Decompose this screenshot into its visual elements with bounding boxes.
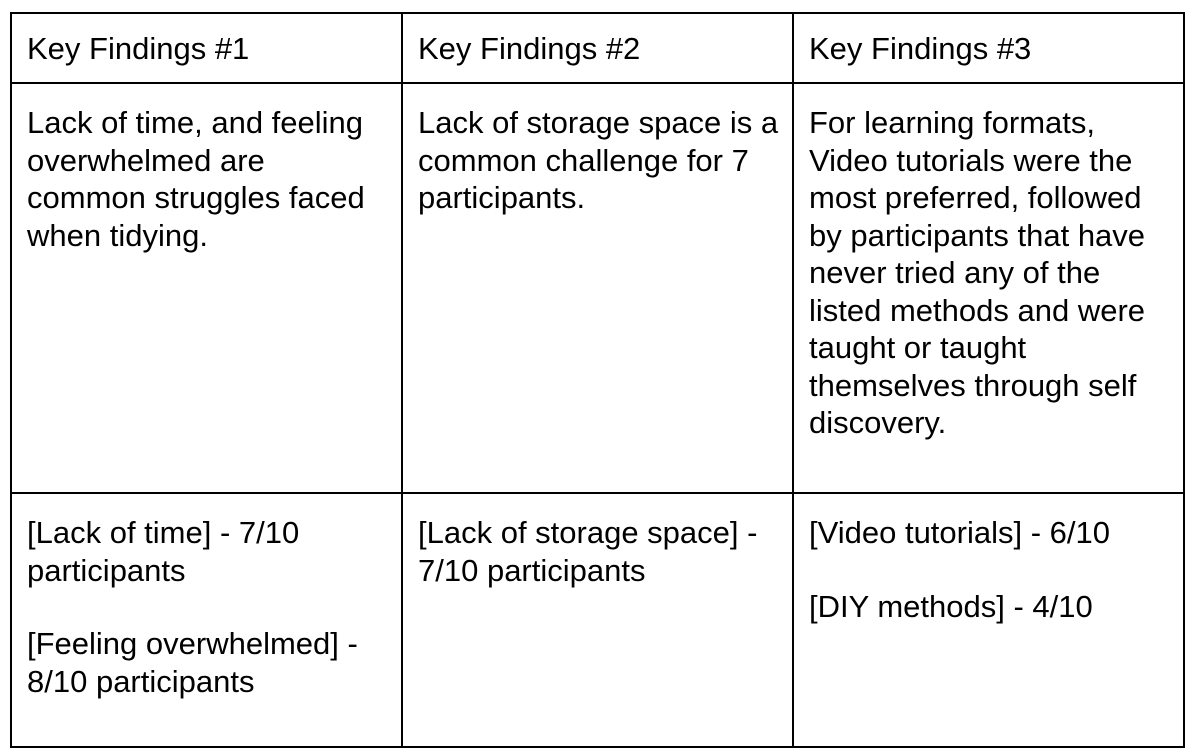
stat-diy-methods: [DIY methods] - 4/10	[809, 588, 1093, 624]
finding-row	[11, 83, 1184, 493]
stat-feeling-overwhelmed: [Feeling overwhelmed] - 8/10 participants	[27, 626, 358, 699]
finding-cell-2	[402, 83, 793, 493]
finding-1-text: Lack of time, and feeling overwhelmed are common struggles faced when tidying.	[27, 105, 365, 253]
stat-video-tutorials: [Video tutorials] - 6/10	[809, 515, 1110, 550]
heading-cell-3	[793, 13, 1184, 83]
key-findings-1-heading: Key Findings #1	[27, 31, 250, 66]
finding-cell-3	[793, 83, 1184, 493]
header-row	[11, 13, 1184, 83]
finding-cell-1	[11, 83, 402, 493]
key-findings-3-heading: Key Findings #3	[809, 31, 1032, 66]
finding-2-text: Lack of storage space is a common challenge for 7 participants.	[418, 105, 779, 215]
stats-cell-2	[402, 493, 793, 747]
stat-lack-of-storage-space: [Lack of storage space] - 7/10 participants	[418, 515, 758, 588]
key-findings-table	[10, 12, 1185, 748]
stats-cell-1	[11, 493, 402, 747]
finding-3-text: For learning formats, Video tutorials were the most preferred, followed by participants that have never tried any of the listed methods and were taught or taught themselves through self discovery.	[809, 105, 1146, 440]
stat-lack-of-time: [Lack of time] - 7/10 participants	[27, 515, 300, 588]
key-findings-2-heading: Key Findings #2	[418, 31, 641, 66]
stats-cell-3	[793, 493, 1184, 747]
heading-cell-1	[11, 13, 402, 83]
heading-cell-2	[402, 13, 793, 83]
data-row	[11, 493, 1184, 747]
